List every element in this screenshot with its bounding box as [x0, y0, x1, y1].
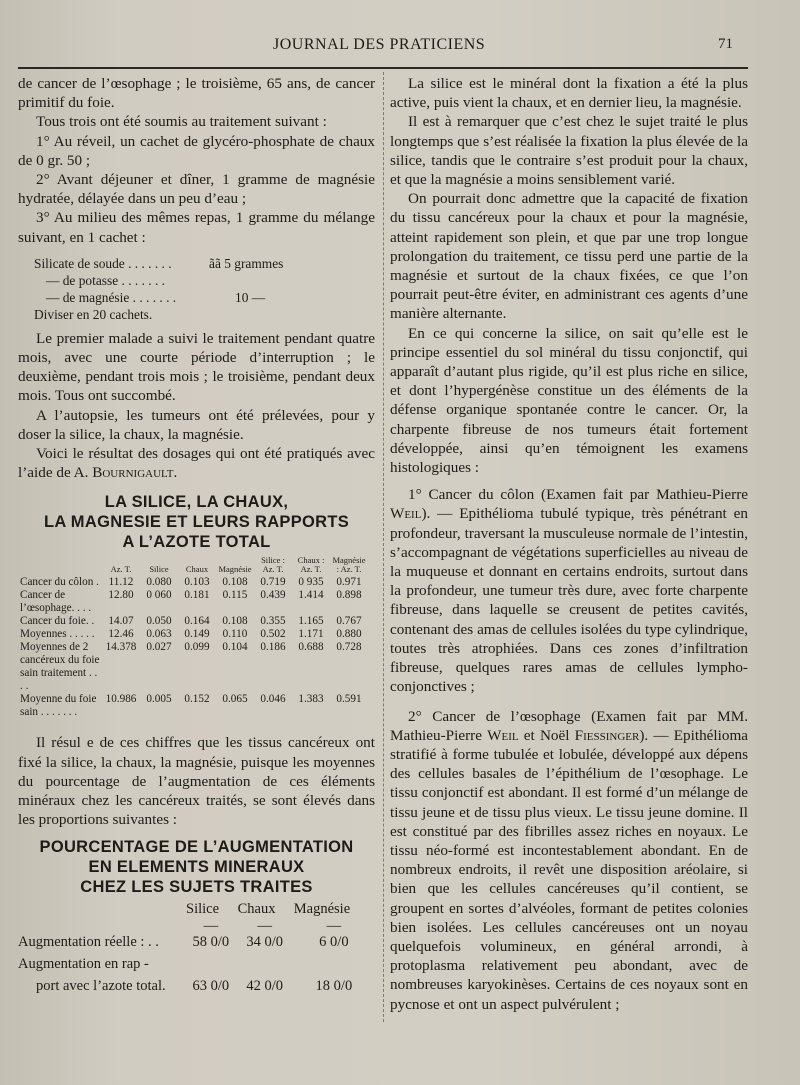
table-title-line: A L’AZOTE TOTAL [122, 533, 271, 552]
paragraph [390, 707, 748, 1014]
table-cell: 0.728 [336, 641, 362, 654]
author-name: Fiessinger [574, 726, 640, 744]
column-divider [383, 72, 385, 1022]
paragraph: Le premier malade a suivi le traitement pendant quatre mois, avec une courte période d’interruption ; le deuxième, pendant trois mois ; le troisième, pendant deux mois. Tous ont succombé. [18, 329, 375, 405]
table-cell: 12.46 [108, 628, 134, 641]
table-cell: 1.165 [298, 615, 324, 628]
table-cell: 0.688 [298, 641, 324, 654]
table-cell: 12.80 [108, 589, 134, 602]
row-label: Cancer du foie. . [20, 615, 95, 628]
table-title-line: LA MAGNESIE ET LEURS RAPPORTS [43, 513, 350, 532]
table-cell: 14.07 [108, 615, 134, 628]
table-cell: 0.050 [146, 615, 172, 628]
row-label: Moyenne du foie sain . . . . . . . [20, 693, 97, 719]
row-label: Moyennes de 2 cancéreux du foie sain traitement . . . . [20, 641, 100, 693]
table-cell: 0.502 [260, 628, 286, 641]
column-header: Magnésie : Az. T. [332, 555, 366, 575]
table-cell: 0.149 [184, 628, 210, 641]
column-header: Az. T. [110, 564, 132, 575]
table-cell: 0.439 [260, 589, 286, 602]
dosage-table [18, 556, 368, 719]
table-cell: 42 0/0 [246, 978, 284, 995]
table-cell: 1.414 [298, 589, 324, 602]
header-dash: — [203, 918, 219, 935]
author-name: Weil [390, 505, 422, 523]
table-cell: 0.103 [184, 576, 210, 589]
table-cell: 0.186 [260, 641, 286, 654]
row-label: port avec l’azote total. [36, 978, 166, 995]
column-header: Chaux : Az. T. [297, 555, 325, 575]
table-title [18, 837, 375, 897]
column-header: Magnésie [218, 564, 252, 575]
ingredient: — de magnésie . . . . . . . [46, 289, 177, 305]
dose: ãã 5 grammes [209, 255, 284, 271]
table-title-line: LA SILICE, LA CHAUX, [104, 493, 289, 512]
paragraph-text: Voici le résultat des dosages qui ont été pratiqués avec l’aide de A. [18, 445, 375, 482]
table-cell: 1.383 [298, 693, 324, 706]
table-cell: 0.080 [146, 576, 172, 589]
paragraph-text: 2° Cancer de l’œsophage (Examen fait par MM. Mathieu-Pierre [390, 707, 748, 744]
table-cell: 6 0/0 [319, 934, 349, 951]
paragraph-text: et Noël [523, 726, 570, 744]
paragraph: Il est à remarquer que c’est chez le sujet traité le plus longtemps que s’est réalisée la fixation la plus élevée de la silice, tandis que le contraire s’est produit pour la chaux, et que la magnésie a moins sensiblement varié. [390, 113, 748, 189]
row-label: Moyennes . . . . . [20, 628, 95, 641]
table-cell: 0.005 [146, 693, 172, 706]
table-cell: 0.152 [184, 693, 210, 706]
table-row [18, 693, 368, 719]
column-header: Silice [186, 901, 220, 918]
table-cell: 0.719 [260, 576, 286, 589]
paragraph: 2° Avant déjeuner et dîner, 1 gramme de magnésie hydratée, délayée dans un peu d’eau ; [18, 171, 375, 208]
paragraph: En ce qui concerne la silice, on sait qu’elle est le principe essentiel du sol minéral du tissu conjonctif, qui apparaît d’autant plus rigide, qu’il est plus riche en silice, et dont l’hypergénèse constitue un des éléments de la défense organique spontanée contre le cancer. Or, la charpente fibreuse de nos tumeurs était fortement développée, ainsi qu’en témoignent les examens histologiques : [390, 324, 748, 477]
paragraph: 3° Au milieu des mêmes repas, 1 gramme du mélange suivant, en 1 cachet : [18, 209, 375, 246]
paragraph-text: ). — Epithélioma stratifié à forme tubulée et lobulée, développé aux dépens des cellules basales de l’épithélium de l’œsophage. Le tissu conjonctif est abondant. Il est formé d’un mélange de tissu jeune et de tissu plus vieux. Le tissu jeune domine. Il est constitué par des fibrilles assez riches en noyaux. Le tissu néo-formé est incontestablement abondant. En de nombreux endroits, il revêt une disposition aréolaire, si bien que les cellules cancéreuses qu’il contient, se groupent en sortes d’alvéoles, formant de petites colonies bien isolées. Les cellules cancéreuses ont un noyau quelquefois volumineux, en général arrondi, à protoplasma relativement peu abondant, avec de nombreuses karyokinèses. Certains de ces noyaux sont en pycnose et ont un aspect pulvérulent ; [390, 726, 749, 1013]
table-row [18, 641, 368, 693]
row-label: Augmentation réelle : . . [18, 934, 159, 951]
header-dash: — [257, 918, 272, 935]
table-cell: 0.065 [222, 693, 248, 706]
paragraph [390, 485, 748, 696]
paragraph: On pourrait donc admettre que la capacité de fixation du tissu cancéreux pour la chaux et pour la magnésie, atteint rapidement son plein, et que par une trop longue prolongation du traitement, ce tissu perd une partie de la magnésie et surtout de la chaux fixées, ce que l’on pourrait peut-être éviter, en administrant ces agents d’une manière alternante. [390, 190, 748, 323]
table-cell: 0.115 [222, 589, 248, 602]
table-cell: 58 0/0 [192, 934, 230, 951]
author-name: Weil [487, 726, 519, 744]
ingredient: Silicate de soude . . . . . . . [34, 255, 172, 271]
page-number: 71 [718, 36, 733, 52]
table-cell: 18 0/0 [315, 978, 353, 995]
table-title-line: POURCENTAGE DE L’AUGMENTATION [39, 838, 354, 857]
table-title-line: CHEZ LES SUJETS TRAITES [80, 878, 313, 897]
table-cell: 0.104 [222, 641, 248, 654]
dose: 10 — [235, 289, 266, 305]
table-cell: 10.986 [105, 693, 137, 706]
right-column [390, 74, 748, 1014]
paragraph: de cancer de l’œsophage ; le troisième, 65 ans, de cancer primitif du foie. [18, 75, 375, 112]
row-label: Augmentation en rap - [18, 956, 149, 973]
column-header: Chaux [185, 564, 209, 575]
table-cell: 63 0/0 [192, 978, 230, 995]
table-cell: 0.027 [146, 641, 172, 654]
table-row [18, 615, 368, 628]
paragraph-text: 1° Cancer du côlon (Examen fait par Mathieu-Pierre [408, 486, 748, 504]
table-cell: 0.046 [260, 693, 286, 706]
running-header [0, 36, 800, 58]
table-cell: 0.181 [184, 589, 210, 602]
table-row [18, 589, 368, 615]
table-cell: 0.108 [222, 615, 248, 628]
table-cell: 1.171 [298, 628, 324, 641]
percentage-table [18, 897, 375, 997]
paragraph: 1° Au réveil, un cachet de glycéro-phosphate de chaux de 0 gr. 50 ; [18, 132, 375, 169]
paragraph-text: ). — Epithélioma tubulé typique, très pénétrant en profondeur, traversant la musculeuse normale de l’intestin, s’accompagnant de végétations superficielles au niveau de la muqueuse et donnant en certains endroits, surtout dans la profondeur, une tumeur très dure, avec forte charpente fibreuse, dans laquelle se creusent de petites cavités, contenant des amas de cellules isolées du type cylindrique, toutes très atrophiées. Dans ces zones d’infiltration fibreuse, quelques rares amas de cellules lympho-conjonctives ; [390, 505, 748, 696]
column-header: Chaux [237, 901, 276, 918]
table-cell: 14.378 [105, 641, 137, 654]
table-row [18, 628, 368, 641]
table-row [18, 975, 375, 997]
table-title-line: EN ELEMENTS MINERAUX [88, 858, 305, 877]
ingredient: — de potasse . . . . . . . [46, 272, 166, 288]
table-cell: 34 0/0 [246, 934, 284, 951]
header-dash: — [326, 918, 342, 935]
table-cell: 0.164 [184, 615, 210, 628]
table-title [18, 492, 375, 552]
paragraph: Tous trois ont été soumis au traitement suivant : [36, 113, 327, 131]
row-label: Cancer du côlon . [20, 576, 99, 589]
journal-title: JOURNAL DES PRATICIENS [273, 36, 486, 53]
table-cell: 0.110 [222, 628, 248, 641]
column-header: Silice [149, 564, 169, 575]
table-cell: 0.971 [336, 576, 362, 589]
paragraph: La silice est le minéral dont la fixation a été la plus active, puis vient la chaux, et en dernier lieu, la magnésie. [390, 75, 748, 112]
table-cell: 0.063 [146, 628, 172, 641]
author-name: Bournigault. [92, 464, 178, 482]
table-cell: 0.099 [184, 641, 210, 654]
table-cell: 0.355 [260, 615, 286, 628]
table-row [18, 953, 375, 975]
table-cell: 0.591 [336, 693, 362, 706]
header-rule [18, 67, 748, 69]
table-cell: 11.12 [108, 576, 134, 589]
table-row [18, 931, 375, 953]
column-header: Magnésie [293, 901, 351, 918]
table-row [18, 576, 368, 589]
paragraph: A l’autopsie, les tumeurs ont été prélevées, pour y doser la silice, la chaux, la magnésie. [18, 406, 375, 443]
table-cell: 0.880 [336, 628, 362, 641]
table-cell: 0.898 [336, 589, 362, 602]
table-cell: 0.108 [222, 576, 248, 589]
column-header: Silice : Az. T. [261, 555, 285, 575]
paragraph: Il résul e de ces chiffres que les tissus cancéreux ont fixé la silice, la chaux, la magnésie, puisque les moyennes du pourcentage de l’augmentation de ces éléments minéraux chez les cancéreux traités, se sont élevés dans les proportions suivantes : [18, 734, 375, 829]
prescription [34, 255, 375, 323]
table-cell: 0 935 [298, 576, 324, 589]
left-column [18, 74, 375, 997]
instruction: Diviser en 20 cachets. [34, 306, 153, 322]
table-cell: 0.767 [336, 615, 362, 628]
row-label: Cancer de l’œsophage. . . . [20, 589, 92, 615]
paragraph [18, 444, 375, 482]
table-cell: 0 060 [146, 589, 172, 602]
